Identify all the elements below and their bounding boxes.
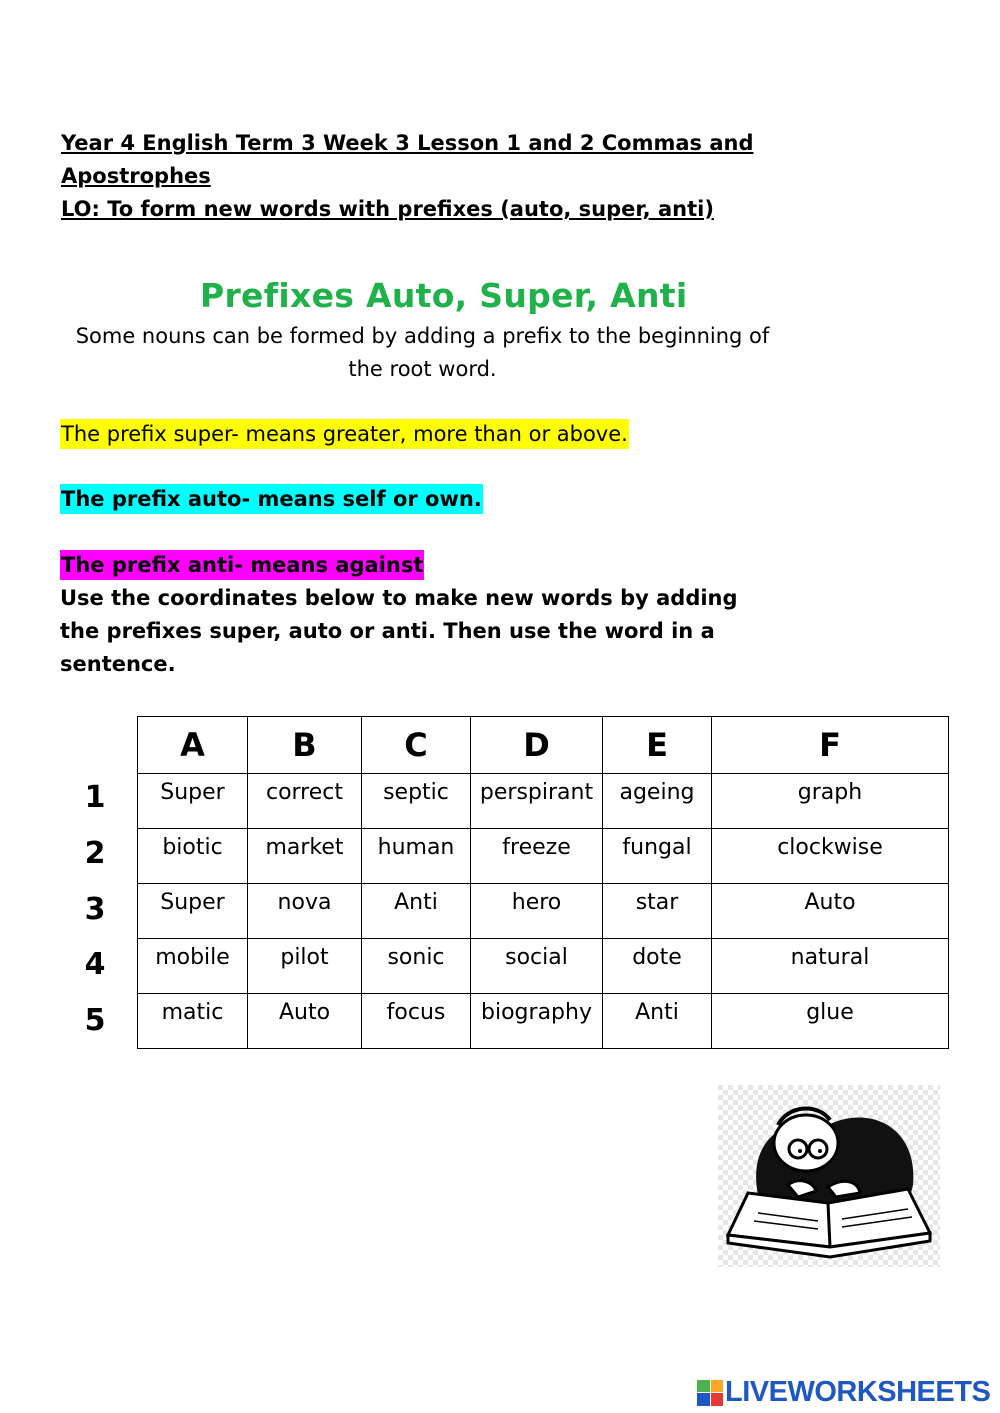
grid-cell: dote xyxy=(603,939,712,994)
grid-cell: nova xyxy=(248,884,362,939)
grid-cell: social xyxy=(471,939,603,994)
coordinate-grid xyxy=(137,716,949,1049)
grid-cell: Auto xyxy=(248,994,362,1049)
grid-cell: Super xyxy=(138,774,248,829)
grid-cell: graph xyxy=(712,774,949,829)
row-number-1: 1 xyxy=(84,780,106,815)
grid-cell: human xyxy=(362,829,471,884)
instructions: Use the coordinates below to make new words by adding the prefixes super, auto or anti. Then use the word in a sentence. xyxy=(60,586,738,676)
grid-cell: freeze xyxy=(471,829,603,884)
header-line-2: Apostrophes xyxy=(61,164,211,188)
grid-cell: Super xyxy=(138,884,248,939)
grid-cell: market xyxy=(248,829,362,884)
grid-cell: Anti xyxy=(362,884,471,939)
grid-cell: hero xyxy=(471,884,603,939)
grid-cell: ageing xyxy=(603,774,712,829)
learning-objective: LO: To form new words with prefixes (auto, super, anti) xyxy=(61,197,714,221)
grid-cell: biography xyxy=(471,994,603,1049)
page-title: Prefixes Auto, Super, Anti xyxy=(200,276,688,315)
anti-definition: The prefix anti- means against xyxy=(60,550,424,580)
grid-row-4 xyxy=(138,939,949,994)
grid-cell: clockwise xyxy=(712,829,949,884)
column-header-e: E xyxy=(603,717,712,774)
grid-cell: biotic xyxy=(138,829,248,884)
grid-cell: matic xyxy=(138,994,248,1049)
grid-cell: pilot xyxy=(248,939,362,994)
auto-definition: The prefix auto- means self or own. xyxy=(60,484,483,514)
column-header-d: D xyxy=(471,717,603,774)
grid-row-5 xyxy=(138,994,949,1049)
grid-cell: Auto xyxy=(712,884,949,939)
row-number-5: 5 xyxy=(84,1003,106,1038)
grid-cell: focus xyxy=(362,994,471,1049)
column-header-f: F xyxy=(712,717,949,774)
header-line-1: Year 4 English Term 3 Week 3 Lesson 1 and 2 Commas and xyxy=(61,131,754,155)
column-header-a: A xyxy=(138,717,248,774)
grid-row-2 xyxy=(138,829,949,884)
grid-cell: fungal xyxy=(603,829,712,884)
grid-cell: natural xyxy=(712,939,949,994)
grid-cell: mobile xyxy=(138,939,248,994)
grid-cell: Anti xyxy=(603,994,712,1049)
column-header-c: C xyxy=(362,717,471,774)
super-definition: The prefix super- means greater, more than or above. xyxy=(60,419,629,449)
grid-cell: star xyxy=(603,884,712,939)
row-number-4: 4 xyxy=(84,947,106,982)
grid-cell: septic xyxy=(362,774,471,829)
grid-row-1 xyxy=(138,774,949,829)
grid-cell: correct xyxy=(248,774,362,829)
grid-cell: glue xyxy=(712,994,949,1049)
grid-header-row xyxy=(138,717,949,774)
liveworksheets-logo-icon xyxy=(697,1380,723,1406)
row-number-3: 3 xyxy=(84,892,106,927)
column-header-b: B xyxy=(248,717,362,774)
reader-illustration xyxy=(718,1085,940,1267)
liveworksheets-brand[interactable] xyxy=(697,1376,990,1409)
brand-name: LIVEWORKSHEETS xyxy=(725,1376,991,1408)
grid-cell: perspirant xyxy=(471,774,603,829)
grid-cell: sonic xyxy=(362,939,471,994)
row-number-2: 2 xyxy=(84,836,106,871)
intro-text: Some nouns can be formed by adding a prefix to the beginning of the root word. xyxy=(75,324,770,381)
grid-row-3 xyxy=(138,884,949,939)
